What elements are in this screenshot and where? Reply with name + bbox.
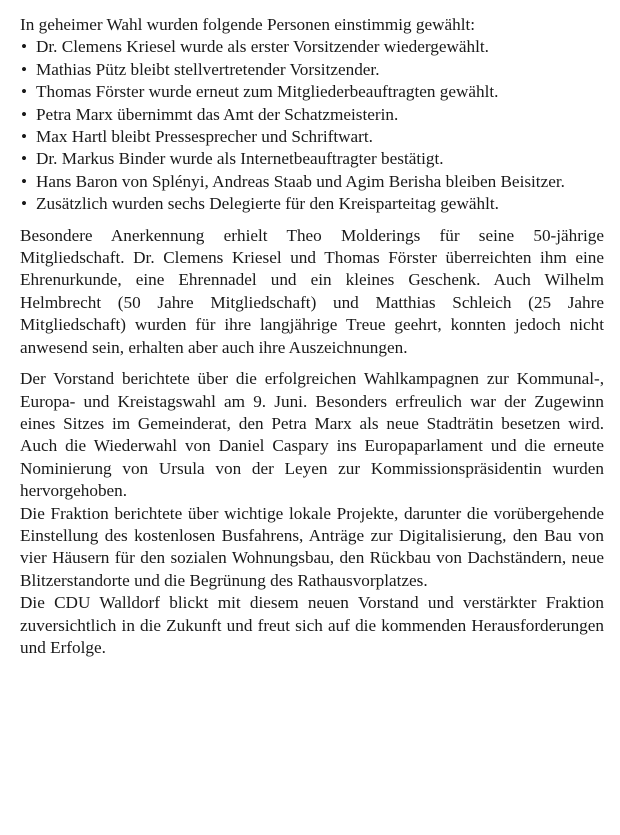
bullet-icon: • [21,149,28,169]
bullet-icon: • [21,171,28,191]
list-item [20,81,604,103]
outlook-paragraph: Die CDU Walldorf blickt mit diesem neuen Vorstand und verstärkter Fraktion zuversichtlich in die Zukunft und freut sich auf die kommenden Herausforderungen und Erfolge. [20,593,604,657]
list-item-text: Mathias Pütz bleibt stellvertretender Vorsitzender. [36,59,380,79]
projects-paragraph: Die Fraktion berichtete über wichtige lokale Projekte, darunter die vorübergehende Einstellung des kostenlosen Busfahrens, Anträge zur Digitalisierung, den Bau von vier Häusern für den sozialen Wohnungsbau, den Rückbau von Dachständern, neue Blitzerstandorte und die Begrünung des Rathausvorplatzes. [20,503,604,590]
list-item-text: Max Hartl bleibt Pressesprecher und Schriftwart. [36,127,373,147]
list-item [20,126,604,148]
list-item [20,193,604,215]
list-item-text: Petra Marx übernimmt das Amt der Schatzmeisterin. [36,104,399,124]
list-item-text: Dr. Markus Binder wurde als Internetbeauftragter bestätigt. [36,149,444,169]
list-item [20,59,604,81]
bullet-icon: • [21,37,28,57]
list-item-text: Thomas Förster wurde erneut zum Mitgliederbeauftragten gewählt. [36,82,499,102]
list-item [20,148,604,170]
recognition-paragraph: Besondere Anerkennung erhielt Theo Molderings für seine 50-jährige Mitgliedschaft. Dr. Clemens Kriesel und Thomas Förster überreichten ihm eine Ehrenurkunde, eine Ehrennadel und ein kleines Geschenk. Auch Wilhelm Helmbrecht (50 Jahre Mitgliedschaft) und Matthias Schleich (25 Jahre Mitgliedschaft) wurden für ihre langjährige Treue geehrt, konnten jedoch nicht anwesend sein, erhalten aber auch ihre Auszeichnungen. [20,225,604,357]
campaigns-paragraph: Der Vorstand berichtete über die erfolgreichen Wahlkampagnen zur Kommunal-, Europa- und Kreistagswahl am 9. Juni. Besonders erfreulich war der Zugewinn eines Sitzes im Gemeinderat, den Petra Marx als neue Stadträtin besetzen wird. Auch die Wiederwahl von Daniel Caspary ins Europaparlament und die erneute Nominierung von Ursula von der Leyen zur Kommissionspräsidentin wurden hervorgehoben. [20,369,604,501]
list-item [20,104,604,126]
list-item-text: Zusätzlich wurden sechs Delegierte für den Kreisparteitag gewählt. [36,194,499,214]
election-intro: In geheimer Wahl wurden folgende Personen einstimmig gewählt: [20,15,476,34]
list-item-text: Dr. Clemens Kriesel wurde als erster Vorsitzender wiedergewählt. [36,37,489,57]
list-item [20,36,604,58]
bullet-icon: • [21,194,28,214]
bullet-icon: • [21,82,28,102]
elected-persons-list [20,36,604,215]
list-item-text: Hans Baron von Splényi, Andreas Staab und Agim Berisha bleiben Beisitzer. [36,171,565,191]
bullet-icon: • [21,59,28,79]
bullet-icon: • [21,104,28,124]
article-body [20,14,604,659]
bullet-icon: • [21,127,28,147]
list-item [20,171,604,193]
